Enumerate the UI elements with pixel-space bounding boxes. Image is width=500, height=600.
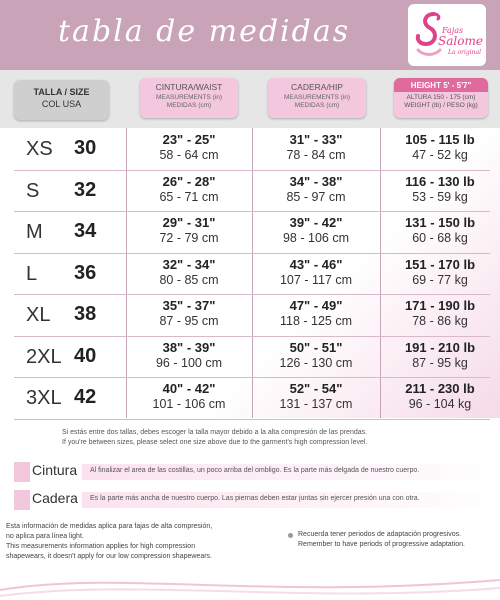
hip-cm: 126 - 130 cm: [279, 355, 353, 370]
waist-in: 35" - 37": [162, 298, 216, 313]
size-label: XL: [26, 304, 51, 326]
table-row: [0, 211, 500, 251]
waist-header-title: CINTURA/WAIST: [155, 82, 223, 92]
hip-cell: [256, 381, 376, 411]
hip-in: 43" - 46": [289, 256, 343, 272]
hip-in: 34" - 38": [289, 173, 343, 189]
waist-in: 29" - 31": [162, 215, 216, 230]
waist-cell: [129, 381, 249, 411]
footer-disclaimer: [6, 522, 256, 562]
waist-cm: 87 - 95 cm: [159, 314, 219, 328]
weight-cell: [380, 257, 500, 287]
bullet-icon: [288, 533, 293, 538]
height-column-header: [394, 78, 488, 118]
footer-line: Recuerda tener periodos de adaptación progresivos.: [298, 531, 462, 538]
hip-in: 50" - 51": [289, 339, 343, 355]
weight-kg: 96 - 104 kg: [408, 397, 472, 411]
waist-cell: [129, 215, 249, 245]
size-number: 38: [74, 303, 97, 325]
definition-text: Es la parte más ancha de nuestro cuerpo. Las piernas deben estar juntas sin ejercer presión una con otra.: [90, 495, 420, 502]
weight-kg: 47 - 52 kg: [412, 148, 468, 162]
page-title: tabla de medidas: [58, 14, 351, 49]
waist-cell: [129, 340, 249, 370]
header-banner: [0, 0, 500, 70]
size-label: M: [26, 221, 43, 243]
weight-cell: [380, 215, 500, 245]
hip-in: 31" - 33": [289, 132, 343, 147]
height-header-altura: ALTURA 150 - 175 (cm): [406, 94, 476, 101]
weight-lb: 211 - 230 lb: [405, 381, 475, 396]
size-label: S: [26, 179, 40, 202]
definition-label: Cadera: [32, 490, 78, 506]
waist-header-unit-in: MEASUREMENTS (in): [155, 94, 223, 101]
table-row: [0, 128, 500, 168]
size-note-es: Si estás entre dos tallas, debes escoger la talla mayor debido a la alta compresión de las prendas.: [62, 429, 368, 436]
size-number: 30: [74, 137, 97, 159]
waist-header-unit-cm: MEDIDAS (cm): [166, 102, 212, 109]
weight-lb: 116 - 130 lb: [405, 173, 475, 189]
hip-cell: [256, 298, 376, 328]
weight-kg: 69 - 77 kg: [412, 272, 468, 287]
hip-cm: 78 - 84 cm: [286, 148, 346, 162]
waist-in: 26" - 28": [162, 173, 216, 189]
definition-marker: [14, 490, 30, 510]
hip-header-unit-in: MEASUREMENTS (in): [283, 94, 351, 101]
weight-kg: 87 - 95 kg: [412, 355, 468, 370]
hip-cm: 98 - 106 cm: [282, 231, 349, 245]
waist-cm: 80 - 85 cm: [159, 272, 219, 287]
weight-lb: 171 - 190 lb: [404, 298, 476, 313]
waist-in: 38" - 39": [162, 339, 216, 355]
brand-line1: Fajas: [442, 26, 464, 35]
decorative-wave: [0, 560, 500, 600]
hip-cell: [256, 132, 376, 162]
table-row: [0, 377, 500, 417]
footer-line: shapewears, it doesn't apply for our low compression shapewears.: [6, 553, 212, 560]
waist-in: 40" - 42": [162, 381, 216, 396]
waist-cm: 72 - 79 cm: [159, 231, 219, 245]
size-column-header: [14, 80, 109, 120]
hip-cell: [256, 257, 376, 287]
weight-lb: 191 - 210 lb: [404, 339, 476, 355]
hip-header-unit-cm: MEDIDAS (cm): [294, 102, 340, 109]
footer-reminder: [298, 530, 498, 550]
size-label: L: [26, 262, 38, 285]
row-separator: [14, 419, 490, 420]
size-header-label: TALLA / SIZE: [33, 87, 90, 97]
footer-line: This measurements information applies for high compression: [6, 543, 196, 550]
hip-header-title: CADERA/HIP: [291, 82, 343, 92]
hip-cm: 85 - 97 cm: [286, 189, 346, 204]
weight-lb: 131 - 150 lb: [404, 215, 476, 230]
weight-kg: 78 - 86 kg: [412, 314, 468, 328]
definition-text: Al finalizar el area de las costillas, un poco arriba del ombligo. Es la parte más delgada de nuestro cuerpo.: [90, 467, 420, 474]
weight-cell: [380, 340, 500, 370]
waist-in: 32" - 34": [162, 256, 216, 272]
waist-cell: [129, 257, 249, 287]
table-row: [0, 253, 500, 293]
waist-cm: 65 - 71 cm: [159, 189, 219, 204]
waist-cm: 58 - 64 cm: [159, 148, 219, 162]
waist-column-header: [140, 78, 238, 118]
waist-cm: 101 - 106 cm: [152, 397, 226, 411]
size-label: 3XL: [26, 387, 62, 409]
hip-cm: 131 - 137 cm: [279, 397, 353, 411]
size-number: 40: [74, 344, 97, 367]
size-number: 42: [74, 386, 97, 408]
hip-cell: [256, 215, 376, 245]
footer-line: Esta información de medidas aplica para fajas de alta compresión,: [6, 523, 213, 530]
brand-logo: [408, 4, 486, 66]
hip-cm: 107 - 117 cm: [279, 272, 353, 287]
table-row: [0, 336, 500, 376]
waist-cell: [129, 132, 249, 162]
hip-cm: 118 - 125 cm: [279, 314, 353, 328]
hip-cell: [256, 174, 376, 204]
weight-cell: [380, 174, 500, 204]
size-note-en: If you're between sizes, please select one size above due to the garment's high compression level.: [62, 439, 368, 446]
hip-column-header: [268, 78, 366, 118]
height-header-weight: WEIGHT (lb) / PESO (kg): [404, 102, 478, 109]
definition-waist: [0, 460, 500, 482]
brand-line2: Salome: [438, 34, 483, 48]
hip-in: 39" - 42": [289, 215, 343, 230]
hip-in: 47" - 49": [289, 298, 343, 313]
size-number: 32: [74, 178, 97, 201]
size-label: XS: [26, 138, 53, 160]
size-number: 36: [74, 261, 97, 284]
footer-line: no aplica para línea light.: [6, 533, 84, 540]
height-header-title: HEIGHT 5' - 5'7": [394, 78, 488, 92]
definition-label: Cintura: [32, 462, 78, 478]
brand-line3: La original: [448, 49, 481, 56]
weight-lb: 105 - 115 lb: [405, 132, 475, 147]
weight-lb: 151 - 170 lb: [404, 256, 476, 272]
table-row: [0, 294, 500, 334]
footer-line: Remember to have periods of progressive adaptation.: [298, 541, 465, 548]
weight-kg: 60 - 68 kg: [412, 231, 468, 245]
weight-cell: [380, 298, 500, 328]
table-row: [0, 170, 500, 210]
hip-in: 52" - 54": [289, 381, 343, 396]
hip-cell: [256, 340, 376, 370]
size-header-sublabel: COL USA: [41, 99, 82, 109]
weight-cell: [380, 132, 500, 162]
size-label: 2XL: [26, 345, 62, 368]
weight-kg: 53 - 59 kg: [412, 189, 468, 204]
size-note: [62, 428, 482, 448]
size-number: 34: [74, 220, 97, 242]
weight-cell: [380, 381, 500, 411]
definition-marker: [14, 462, 30, 482]
waist-cell: [129, 298, 249, 328]
waist-cell: [129, 174, 249, 204]
waist-cm: 96 - 100 cm: [155, 355, 222, 370]
waist-in: 23" - 25": [162, 132, 216, 147]
definition-hip: [0, 488, 500, 510]
